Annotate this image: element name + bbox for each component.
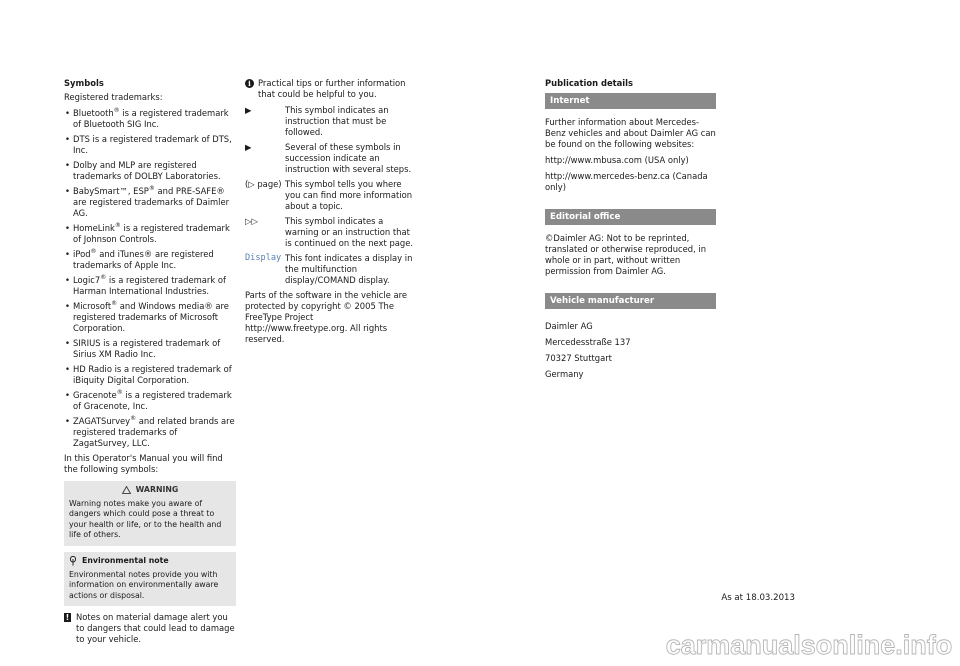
manufacturer-line: Mercedesstraße 137 — [545, 337, 631, 347]
trademark-item: • Gracenote® is a registered trademark of Gracenote, Inc. — [64, 390, 236, 412]
manufacturer-bar: Vehicle manufacturer — [545, 293, 716, 309]
symbol-key: (▷ page) — [245, 179, 282, 189]
publication-column — [545, 78, 716, 385]
publication-heading: Publication details — [545, 78, 634, 88]
watermark-text: carmanualsonline.info — [665, 630, 953, 660]
symbol-key: ▷▷ — [245, 216, 258, 226]
info-icon: i — [245, 79, 254, 88]
editorial-bar: Editorial office — [545, 209, 716, 225]
manufacturer-line: Germany — [545, 369, 584, 379]
trademark-item: • DTS is a registered trademark of DTS, Inc. — [64, 134, 236, 156]
trademark-item: • Microsoft® and Windows media® are registered trademarks of Microsoft Corporation. — [64, 301, 236, 334]
symbols-heading: Symbols — [64, 78, 104, 88]
registered-intro: Registered trademarks: — [64, 92, 163, 102]
symbol-key: ▶ — [245, 105, 252, 115]
symbol-description: This symbol indicates a warning or an instruction that is continued on the next page. — [285, 216, 414, 248]
symbol-description: This symbol indicates an instruction that must be followed. — [285, 105, 389, 137]
warning-title: WARNING — [135, 485, 179, 494]
trademark-list — [64, 108, 236, 449]
symbol-row — [245, 179, 417, 212]
trademark-item: • Dolby and MLP are registered trademarks of DOLBY Laboratories. — [64, 160, 236, 182]
symbol-row — [245, 105, 417, 138]
manufacturer-line: 70327 Stuttgart — [545, 353, 612, 363]
symbol-row — [245, 253, 417, 286]
trademark-item: • SIRIUS is a registered trademark of Sirius XM Radio Inc. — [64, 338, 236, 360]
symbol-row — [245, 216, 417, 249]
environmental-title: Environmental note — [82, 555, 169, 565]
symbol-row — [245, 142, 417, 175]
exclamation-icon: ! — [65, 613, 70, 623]
symbols-column — [64, 78, 236, 645]
warning-box — [64, 481, 236, 546]
internet-bar: Internet — [545, 93, 716, 109]
symbol-key: ▶ — [245, 142, 252, 152]
as-at-date: As at 18.03.2013 — [721, 593, 795, 603]
symbol-table — [245, 105, 417, 286]
info-tip — [245, 78, 417, 100]
symbol-key: Display — [245, 253, 282, 263]
internet-text: Further information about Mercedes-Benz vehicles and about Daimler AG can be found on the following websites: — [545, 117, 716, 149]
trademark-item: • iPod® and iTunes® are registered trademarks of Apple Inc. — [64, 249, 236, 271]
editorial-text: ©Daimler AG: Not to be reprinted, translated or otherwise reproduced, in whole or in part, without written permission from Daimler AG. — [545, 233, 707, 276]
environmental-leaf-icon — [69, 556, 77, 566]
material-damage-note — [64, 612, 236, 645]
manual-intro: In this Operator's Manual you will find the following symbols: — [64, 453, 223, 474]
symbol-description: This symbol tells you where you can find more information about a topic. — [285, 179, 413, 211]
material-note-text: Notes on material damage alert you to dangers that could lead to damage to your vehicle. — [76, 612, 235, 645]
info-tip-text: Practical tips or further information that could be helpful to you. — [258, 78, 406, 99]
warning-text: Warning notes make you aware of dangers which could pose a threat to your health or life, or to the health and life of others. — [69, 498, 222, 540]
url-usa: http://www.mbusa.com (USA only) — [545, 155, 689, 165]
trademark-item: • Logic7® is a registered trademark of Harman International Industries. — [64, 275, 236, 297]
symbol-description: Several of these symbols in succession indicate an instruction with several steps. — [285, 142, 412, 174]
warning-triangle-icon — [122, 486, 131, 494]
environmental-box — [64, 552, 236, 606]
trademark-item: • Bluetooth® is a registered trademark of Bluetooth SIG Inc. — [64, 108, 236, 130]
manufacturer-address — [545, 321, 716, 380]
symbol-description: This font indicates a display in the multifunction display/COMAND display. — [285, 253, 413, 285]
copyright-text: Parts of the software in the vehicle are protected by copyright © 2005 The FreeType Project http://www.freetype.org. All rights reserved. — [245, 290, 408, 344]
trademark-item: • BabySmart™, ESP® and PRE-SAFE® are registered trademarks of Daimler AG. — [64, 186, 236, 219]
environmental-text: Environmental notes provide you with information on environmentally aware actions or disposal. — [69, 569, 219, 600]
url-canada: http://www.mercedes-benz.ca (Canada only) — [545, 171, 708, 192]
trademark-item: • HD Radio is a registered trademark of iBiquity Digital Corporation. — [64, 364, 236, 386]
trademark-item: • HomeLink® is a registered trademark of Johnson Controls. — [64, 223, 236, 245]
watermark — [665, 628, 953, 662]
trademark-item: • ZAGATSurvey® and related brands are registered trademarks of ZagatSurvey, LLC. — [64, 416, 236, 449]
manufacturer-line: Daimler AG — [545, 321, 593, 331]
tips-column — [245, 78, 417, 350]
